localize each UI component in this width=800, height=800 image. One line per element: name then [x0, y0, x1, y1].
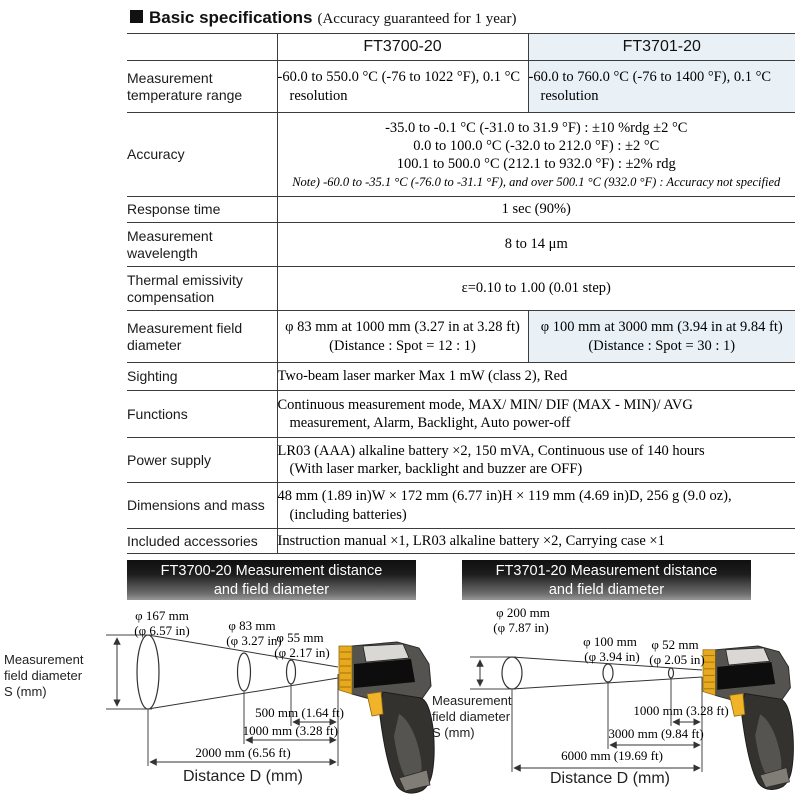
- accessories-value: Instruction manual ×1, LR03 alkaline battery ×2, Carrying case ×1: [277, 529, 795, 554]
- page-title-text: Basic specifications: [149, 8, 313, 27]
- spot-label: (φ 3.94 in): [584, 649, 640, 664]
- row-label: Thermal emissivity compensation: [127, 271, 243, 305]
- sighting-value: Two-beam laser marker Max 1 mW (class 2), Red: [277, 363, 795, 391]
- spot-ellipse-small: [287, 660, 296, 684]
- axis-label: Distance D (mm): [182, 768, 304, 785]
- row-label: Measurement wavelength: [127, 227, 213, 261]
- row-power-supply: [127, 438, 795, 483]
- value-line: LR03 (AAA) alkaline battery ×2, 150 mVA, Continuous use of 140 hours: [277, 442, 705, 459]
- row-label: Measurement temperature range: [127, 69, 243, 103]
- row-label: Measurement field diameter: [127, 319, 243, 353]
- gun-image: [339, 642, 434, 793]
- spot-ellipse-large: [502, 657, 522, 689]
- row-label: Functions: [127, 405, 188, 422]
- banner-line: FT3700-20 Measurement distance: [160, 563, 383, 579]
- row-label: Included accessories: [127, 532, 258, 549]
- value-line: (Distance : Spot = 12 : 1): [329, 337, 476, 354]
- row-label: Power supply: [127, 451, 212, 468]
- row-wavelength: [127, 223, 795, 267]
- side-label: Measurement: [432, 693, 512, 708]
- value-line: -60.0 to 550.0 °C (-76 to 1022 °F), 0.1 °C: [277, 69, 521, 86]
- value-line: (Distance : Spot = 30 : 1): [588, 337, 736, 354]
- value-line: (including batteries): [289, 506, 407, 523]
- side-label: S (mm): [4, 684, 47, 699]
- column-header-ft3700: FT3700-20: [277, 34, 528, 61]
- spot-ellipse-medium: [603, 664, 613, 682]
- row-dimensions: [127, 483, 795, 529]
- spot-label: (φ 2.17 in): [274, 645, 330, 660]
- spot-label: φ 83 mm: [228, 618, 276, 633]
- banner-line: and field diameter: [548, 582, 665, 599]
- functions-value: [277, 391, 795, 438]
- temp-range-ft3701: [528, 61, 795, 113]
- value-line: φ 83 mm at 1000 mm (3.27 in at 3.28 ft): [285, 319, 520, 336]
- row-label: Accuracy: [127, 146, 185, 163]
- distance-label: 1000 mm (3.28 ft): [633, 703, 729, 718]
- value-line: resolution: [540, 87, 599, 104]
- page-title: [130, 8, 517, 28]
- row-response-time: [127, 197, 795, 223]
- value-line: 48 mm (1.89 in)W × 172 mm (6.77 in)H × 119 mm (4.69 in)D, 256 g (9.0 oz),: [277, 488, 732, 505]
- spot-label: φ 55 mm: [276, 630, 324, 645]
- power-supply-value: [277, 438, 795, 483]
- spot-label: (φ 3.27 in): [226, 633, 282, 648]
- response-time-value: 1 sec (90%): [277, 197, 795, 223]
- distance-label: 2000 mm (6.56 ft): [195, 745, 291, 760]
- side-label: field diameter: [4, 668, 83, 683]
- row-accessories: [127, 529, 795, 554]
- square-bullet-icon: [130, 10, 143, 23]
- distance-label: 1000 mm (3.28 ft): [242, 723, 338, 738]
- spot-label: φ 52 mm: [651, 637, 699, 652]
- accuracy-value: [277, 113, 795, 197]
- dimensions-value: [277, 483, 795, 529]
- table-header-row: [127, 34, 795, 61]
- emissivity-value: ε=0.10 to 1.00 (0.01 step): [277, 267, 795, 311]
- field-diameter-ft3700: [277, 311, 528, 363]
- value-line: 0.0 to 100.0 °C (-32.0 to 212.0 °F) : ±2 °C: [413, 137, 660, 154]
- value-line: -35.0 to -0.1 °C (-31.0 to 31.9 °F) : ±10 %rdg ±2 °C: [385, 119, 688, 136]
- value-line: resolution: [289, 87, 348, 104]
- spot-label: (φ 2.05 in): [649, 652, 705, 667]
- distance-label: 6000 mm (19.69 ft): [561, 748, 663, 763]
- row-label: Dimensions and mass: [127, 497, 265, 514]
- row-field-diameter: [127, 311, 795, 363]
- side-label: Measurement: [4, 652, 84, 667]
- spot-ellipse-small: [669, 668, 674, 678]
- banner-line: FT3701-20 Measurement distance: [495, 563, 718, 579]
- distance-label: 500 mm (1.64 ft): [255, 705, 344, 720]
- temp-range-ft3700: [277, 61, 528, 113]
- field-diameter-ft3701: [528, 311, 795, 363]
- spot-label: (φ 7.87 in): [493, 620, 549, 635]
- diagram-banner-ft3700: [127, 560, 416, 600]
- banner-line: and field diameter: [213, 582, 330, 599]
- value-line: measurement, Alarm, Backlight, Auto power-off: [289, 415, 571, 431]
- spot-label: φ 167 mm: [135, 608, 189, 623]
- axis-label: Distance D (mm): [549, 770, 671, 787]
- row-label: Response time: [127, 201, 221, 218]
- spot-ellipse-large: [137, 635, 159, 709]
- page-title-subtitle: (Accuracy guaranteed for 1 year): [317, 11, 517, 27]
- spec-table: [127, 33, 795, 554]
- row-functions: [127, 391, 795, 438]
- spot-label: φ 200 mm: [496, 605, 550, 620]
- spot-label: (φ 6.57 in): [134, 623, 190, 638]
- accuracy-note: Note) -60.0 to -35.1 °C (-76.0 to -31.1 °F), and over 500.1 °C (932.0 °F) : Accuracy not specified: [292, 174, 781, 189]
- side-label: S (mm): [432, 725, 475, 740]
- distance-label: 3000 mm (9.84 ft): [608, 726, 704, 741]
- wavelength-value: 8 to 14 μm: [277, 223, 795, 267]
- row-emissivity: [127, 267, 795, 311]
- column-header-ft3701: FT3701-20: [528, 34, 795, 61]
- diagram-ft3700: [0, 600, 440, 800]
- row-sighting: [127, 363, 795, 391]
- row-label: Sighting: [127, 368, 178, 385]
- corner-cell: [127, 34, 277, 61]
- diagram-ft3701: [430, 600, 800, 800]
- row-temperature-range: [127, 61, 795, 113]
- side-label: field diameter: [432, 709, 511, 724]
- value-line: Continuous measurement mode, MAX/ MIN/ DIF (MAX - MIN)/ AVG: [277, 396, 693, 413]
- spot-label: φ 100 mm: [583, 634, 637, 649]
- value-line: (With laser marker, backlight and buzzer are OFF): [289, 461, 583, 477]
- spot-ellipse-medium: [238, 653, 251, 691]
- diagram-banner-ft3701: [462, 560, 751, 600]
- row-accuracy: [127, 113, 795, 197]
- value-line: 100.1 to 500.0 °C (212.1 to 932.0 °F) : ±2% rdg: [396, 155, 676, 172]
- value-line: φ 100 mm at 3000 mm (3.94 in at 9.84 ft): [540, 319, 783, 336]
- value-line: -60.0 to 760.0 °C (-76 to 1400 °F), 0.1 °C: [528, 69, 772, 86]
